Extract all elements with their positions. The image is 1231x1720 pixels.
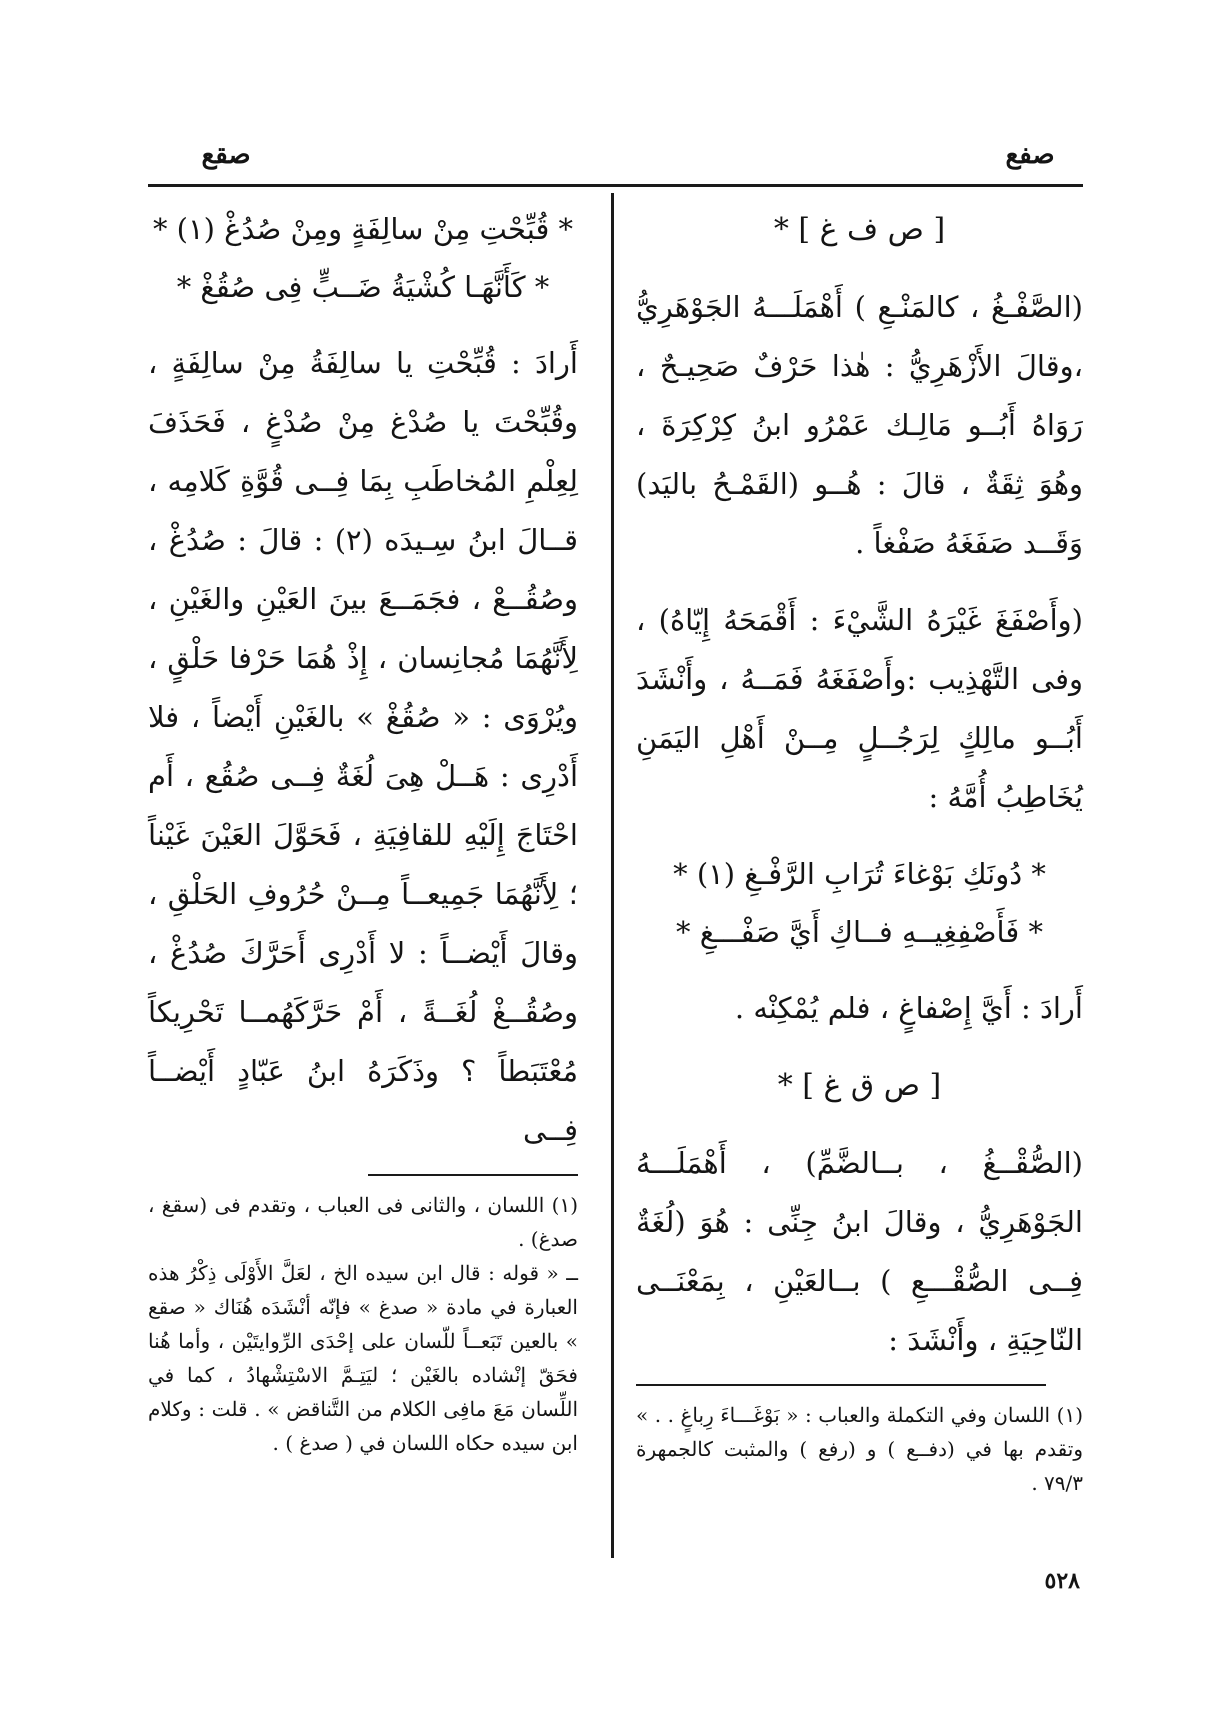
footnote: (١) اللسان ، والثانى فى العباب ، وتقدم فى (سقغ ، صدغ) . — [148, 1193, 578, 1251]
footnote-rule — [368, 1174, 578, 1176]
verse-line: * دُونَكِ بَوْغاءَ تُرَابِ الرَّفْـغِ (١) * — [673, 857, 1046, 891]
verse-line: * قُبِّحْتِ مِنْ سالِفَةٍ ومِنْ صُدُغْ (١) * — [152, 212, 574, 246]
left-column — [148, 200, 578, 1460]
root-heading-sqgh: [ ص ق غ ] * — [777, 1068, 942, 1103]
page-number: ٥٢٨ — [1044, 1568, 1080, 1594]
running-head-right: صفع — [1005, 140, 1055, 170]
verse-line: * كَأَنَّهَـا كُشْيَةُ ضَــبٍّ فِى صُقُغْ * — [176, 270, 550, 304]
entry-body: أَرادَ : قُبِّحْتِ يا سالِفَةُ مِنْ سالِفَةٍ ، وقُبِّحْتَ يا صُدْغ مِنْ صُدْغٍ ، فَحَذَفَ لِعِلْمِ المُخاطَبِ بِمَا فِــى قُوَّةِ كَلامِه ، قــالَ ابنُ سِـيدَه (٢) : قالَ : صُدُغْ ، وصُقُــعْ ، فجَمَــعَ بينَ العَيْنِ والغَيْنِ ، لِأَنَّهُمَا مُجانِسان ، إِذْ هُمَا حَرْفا حَلْقٍ ، ويُرْوَى : « صُقُغْ » بالغَيْنِ أَيْضاً ، فلا أَدْرِى : هَــلْ هِىَ لُغَةٌ فِــى صُقُع ، أَم احْتَاجَ إِلَيْهِ للقافِيَةِ ، فَحَوَّلَ العَيْنَ غَيْناً ؛ لِأَنَّهُمَا جَمِيعــاً مِــنْ حُرُوفِ الحَلْقِ ، وقالَ أَيْضــاً : لا أَدْرِى أَحَرَّكَ صُدُغْ ، وصُقُــغْ لُغَــةً ، أَمْ حَرَّكَهُمــا تَحْرِيكاً مُعْتَبَطاً ؟ وذَكَرَهُ ابنُ عَبّادٍ أَيْضــاً فِــى — [148, 346, 578, 1147]
entry-explanation: أَرادَ : أَيَّ إِصْفاغٍ ، فلم يُمْكِنْه . — [734, 991, 1083, 1025]
right-column — [636, 200, 1083, 1500]
entry-safgh: (الصَّفْـغُ ، كالمَنْـعِ ) أَهْمَلَـــهُ الجَوْهَرِيُّ ،وقالَ الأَزْهَرِيُّ : هٰذا حَرْفٌ صَحِيـحٌ ، رَوَاهُ أَبُــو مَالِـك عَمْرُو ابنُ كِرْكِرَةَ ، وهُوَ ثِقَةٌ ، قالَ : هُــو (القَمْـحُ باليَد) وَقَــد صَفَغَهُ صَفْغاً . — [636, 290, 1083, 560]
entry-suqgh: (الصُّقْــغُ ، بــالضَّمِّ) ، أَهْمَلَـــهُ الجَوْهَرِيُّ ، وقالَ ابنُ جِنِّى : هُوَ (لُغَةٌ فِــى الصُّقْـــعِ ) بــالعَيْنِ ، بِمَعْنَــى النّاحِيَةِ ، وأَنْشَدَ : — [636, 1146, 1083, 1357]
footnote: ــ « قوله : قال ابن سيده الخ ، لعَلَّ الأَوْلَى ذِكْرُ هذه العبارة في مادة « صدغ » فإنّه أنْشَدَه هُنَاك « صقع » بالعين تَبَعــاً للّسان على إحْدَى الرِّوايتَيْن ، وأما هُنا فحَقّ إنْشاده بالغَيْن ؛ ليَتِـمَّ الاسْتِشْهادُ ، كما في اللِّسان مَعَ مافِى الكلام من التَّناقض » . قلت : وكلام ابن سيده حكاه اللسان في ( صدغ ) . — [148, 1261, 578, 1455]
footnote-rule — [636, 1384, 1046, 1386]
header-rule — [148, 184, 1083, 187]
verse-line: * فَأَصْفِغِيــهِ فــاكِ أَيَّ صَفْـــغِ * — [676, 915, 1043, 949]
column-divider — [611, 193, 614, 1558]
root-heading-sfgh: [ ص ف غ ] * — [773, 212, 946, 247]
footnote: (١) اللسان وفي التكملة والعباب : « بَوْغَـــاءَ رِباغٍ . . » وتقدم بها في (دفــع ) و (رفع ) والمثبت كالجمهرة ٧٩/٣ . — [636, 1403, 1083, 1495]
entry-asfagha: (وأَصْفَغَ غَيْرَهُ الشَّيْءَ : أَقْمَحَهُ إِيّاهُ) ، وفى التَّهْذِيب :وأَصْفَغَهُ فَمَــهُ ، وأَنْشَدَ أَبُــو مالِكٍ لِرَجُــلٍ مِــنْ أَهْلِ اليَمَنِ يُخَاطِبُ أُمَّهُ : — [636, 603, 1083, 814]
running-head-left: صقع — [201, 140, 251, 170]
